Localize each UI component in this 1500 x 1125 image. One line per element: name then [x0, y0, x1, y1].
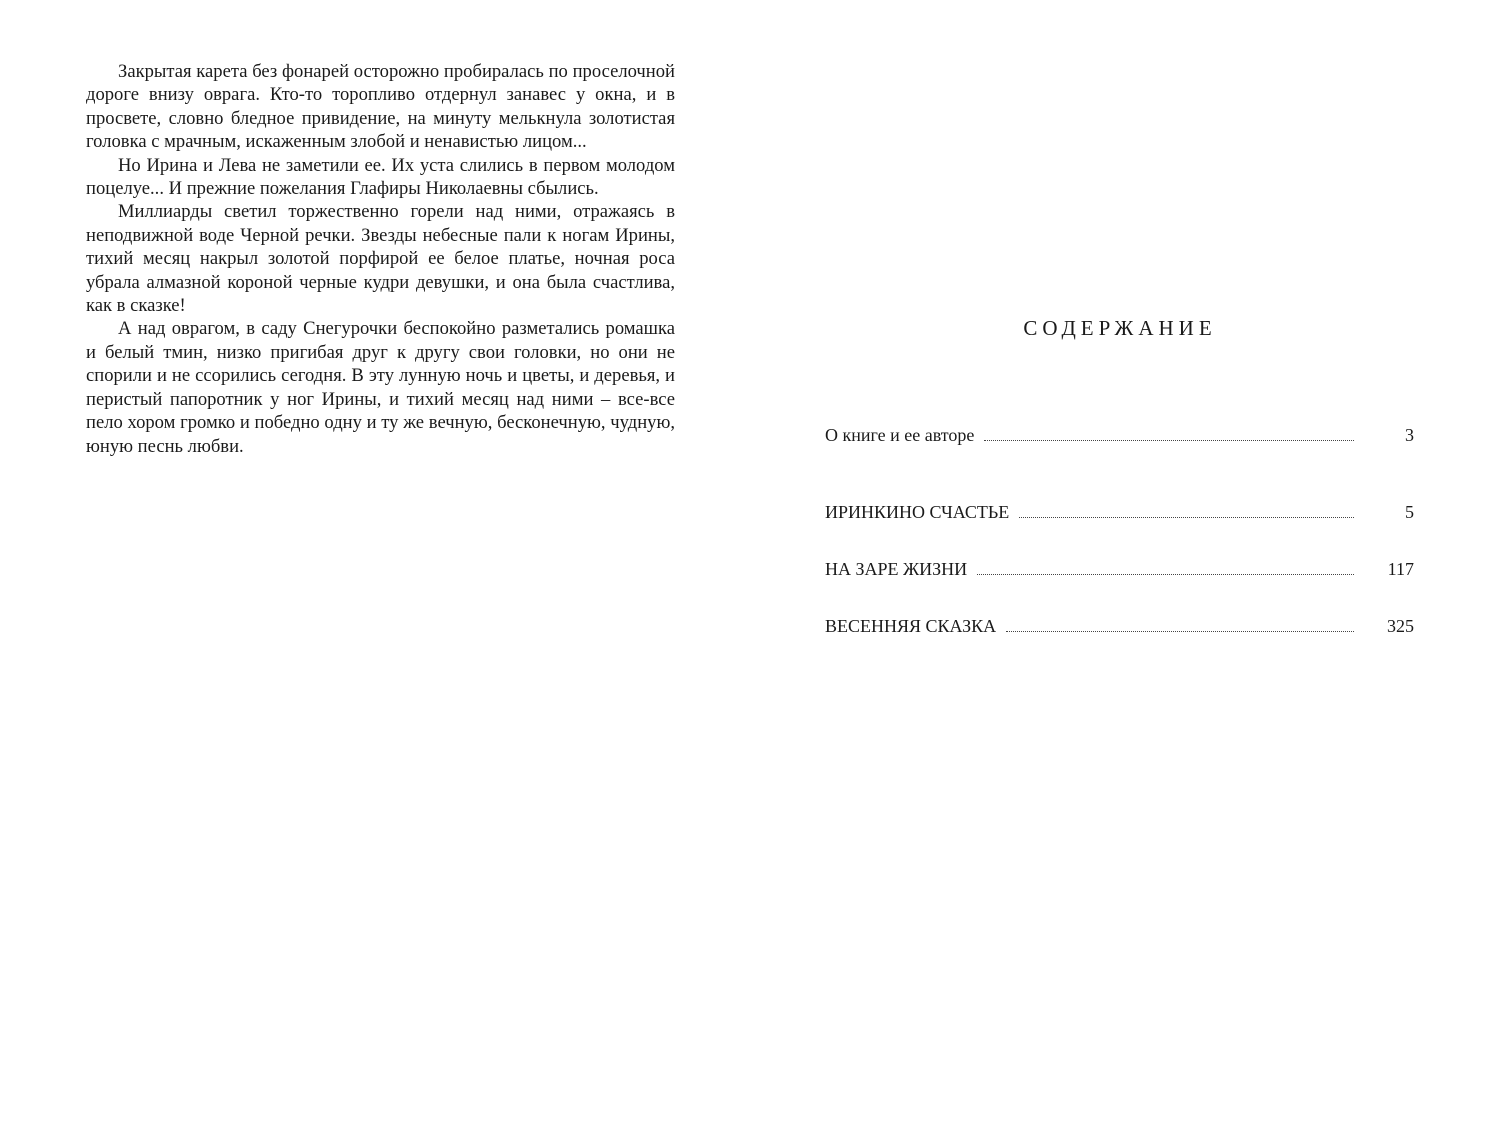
- toc-leader-dots: [984, 439, 1354, 441]
- toc-entry-label: НА ЗАРЕ ЖИЗНИ: [825, 559, 968, 579]
- contents-title: СОДЕРЖАНИЕ: [1023, 316, 1217, 340]
- toc-leader-dots: [1019, 516, 1354, 518]
- paragraph: Закрытая карета без фонарей осторожно пробиралась по проселочной дороге внизу оврага. Кто-то торопливо отдернул занавес у окна, и в просвете, словно бледное привидение, на минуту мелькнула золотистая головка с мрачным, искаженным злобой и ненавистью лицом...: [86, 61, 675, 153]
- toc-leader-dots: [977, 573, 1354, 575]
- toc-entry[interactable]: [825, 614, 1414, 638]
- toc-entry-page: 325: [1387, 616, 1414, 636]
- toc-entry-label: О книге и ее авторе: [825, 425, 975, 445]
- toc-entry-page: 5: [1405, 502, 1414, 522]
- paragraph: Миллиарды светил торжественно горели над ними, отражаясь в неподвижной воде Черной речки. Звезды небесные пали к ногам Ирины, тихий месяц накрыл золотой порфирой ее белое платье, ночная роса убрала алмазной короной черные кудри девушки, и она была счастлива, как в сказке!: [86, 201, 675, 317]
- toc-leader-dots: [1006, 630, 1354, 632]
- toc-entry-page: 117: [1387, 559, 1414, 579]
- right-page: [750, 0, 1500, 1125]
- toc-entry-label: ИРИНКИНО СЧАСТЬЕ: [825, 502, 1010, 522]
- toc-entry[interactable]: [825, 557, 1414, 581]
- paragraph: Но Ирина и Лева не заметили ее. Их уста слились в первом молодом поцелуе... И прежние пожелания Глафиры Николаевны сбылись.: [86, 154, 675, 200]
- paragraph: А над оврагом, в саду Снегурочки беспокойно разметались ромашка и белый тмин, низко пригибая друг к другу свои головки, но они не спорили и не ссорились сегодня. В эту лунную ночь и цветы, и деревья, и перистый папоротник у ног Ирины, и тихий месяц над ними – все-все пело хором громко и победно одну и ту же вечную, бесконечную, чудную, юную песнь любви.: [86, 318, 675, 457]
- toc-entry-page: 3: [1405, 425, 1414, 445]
- body-text: [86, 60, 675, 458]
- toc-entry[interactable]: [825, 500, 1414, 524]
- toc-entry[interactable]: [825, 423, 1414, 447]
- toc-entry-label: ВЕСЕННЯЯ СКАЗКА: [825, 616, 997, 636]
